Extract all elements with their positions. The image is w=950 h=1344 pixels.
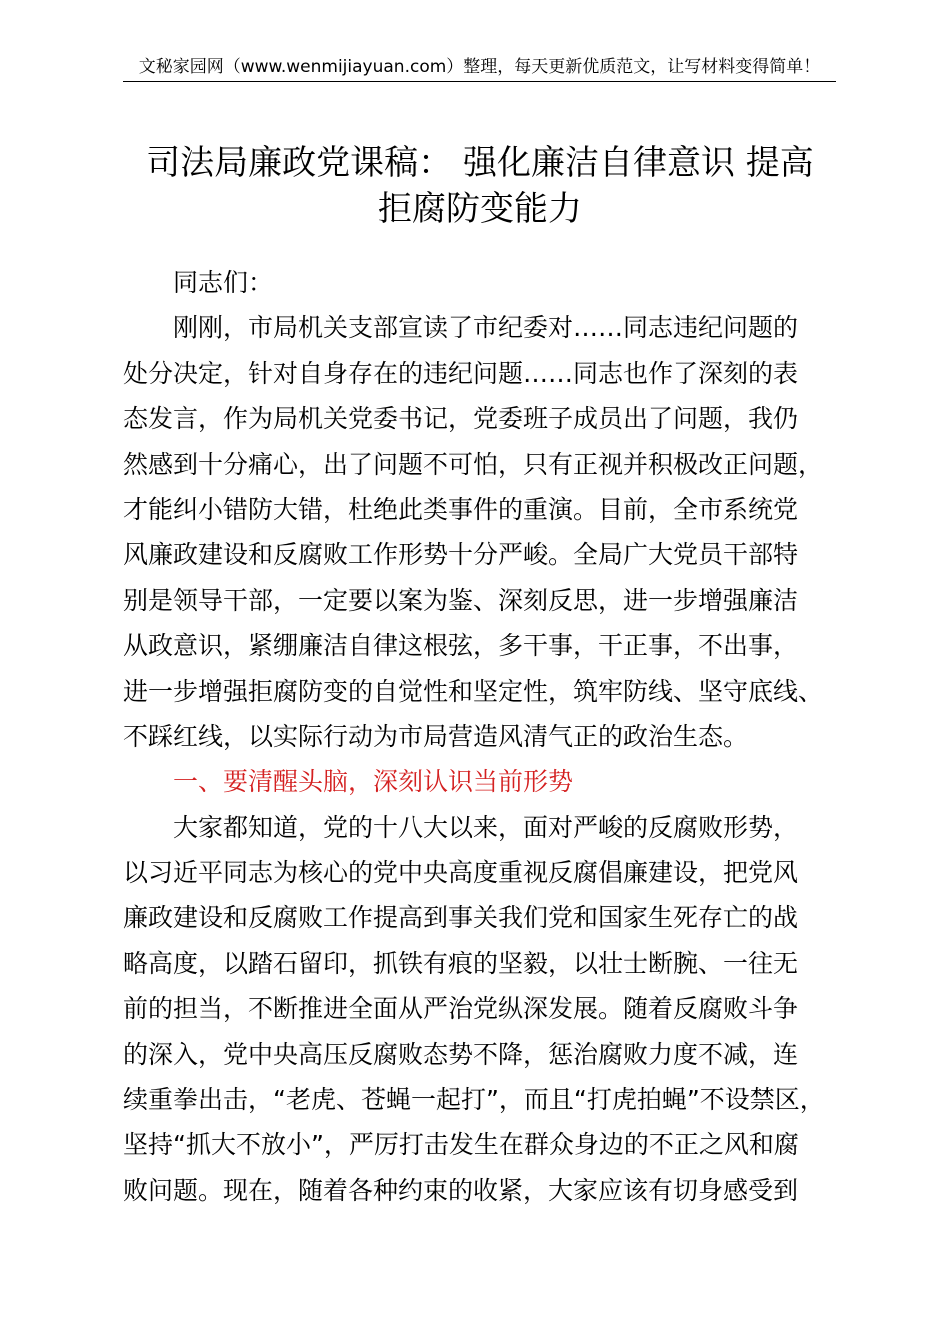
paragraph-1-line: 态发言，作为局机关党委书记，党委班子成员出了问题，我仍 xyxy=(123,404,799,434)
paragraph-1-line: 然感到十分痛心，出了问题不可怕，只有正视并积极改正问题， xyxy=(123,449,824,479)
paragraph-2-line: 以习近平同志为核心的党中央高度重视反腐倡廉建设，把党风 xyxy=(123,858,799,888)
title-line-2: 拒腐防变能力 xyxy=(378,189,582,229)
paragraph-2-line: 略高度，以踏石留印，抓铁有痕的坚毅，以壮士断腕、一往无 xyxy=(123,948,799,978)
paragraph-1-line: 别是领导干部，一定要以案为鉴、深刻反思，进一步增强廉洁 xyxy=(123,585,799,615)
paragraph-1-line: 处分决定，针对自身存在的违纪问题……同志也作了深刻的表 xyxy=(123,358,799,388)
document-title xyxy=(110,140,850,232)
paragraph-2-line: 败问题。现在，随着各种约束的收紧，大家应该有切身感受到 xyxy=(123,1175,799,1205)
paragraph-1-line: 进一步增强拒腐防变的自觉性和坚定性，筑牢防线、坚守底线、 xyxy=(123,676,824,706)
paragraph-1-line: 才能纠小错防大错，杜绝此类事件的重演。目前，全市系统党 xyxy=(123,494,799,524)
paragraph-1-line: 不踩红线，以实际行动为市局营造风清气正的政治生态。 xyxy=(123,721,749,751)
paragraph-1-line: 从政意识，紧绷廉洁自律这根弦，多干事，干正事，不出事， xyxy=(123,631,799,661)
greeting: 同志们： xyxy=(173,268,274,297)
paragraph-2-line: 廉政建设和反腐败工作提高到事关我们党和国家生死存亡的战 xyxy=(123,903,799,933)
paragraph-2-line: 的深入，党中央高压反腐败态势不降，惩治腐败力度不减，连 xyxy=(123,1039,799,1069)
paragraph-1-line: 刚刚，市局机关支部宣读了市纪委对……同志违纪问题的 xyxy=(173,313,799,343)
header-divider xyxy=(123,81,836,82)
paragraph-2-line: 坚持“抓大不放小”，严厉打击发生在群众身边的不正之风和腐 xyxy=(123,1130,799,1160)
paragraph-2-line: 前的担当，不断推进全面从严治党纵深发展。随着反腐败斗争 xyxy=(123,994,799,1024)
paragraph-2-line: 大家都知道，党的十八大以来，面对严峻的反腐败形势， xyxy=(173,812,799,842)
section-heading-1: 一、要清醒头脑，深刻认识当前形势 xyxy=(173,767,574,797)
title-line-1: 司法局廉政党课稿： 强化廉洁自律意识 提高 xyxy=(146,143,814,183)
paragraph-2-line: 续重拳出击，“老虎、苍蝇一起打”，而且“打虎拍蝇”不设禁区， xyxy=(123,1085,825,1115)
paragraph-1-line: 风廉政建设和反腐败工作形势十分严峻。全局广大党员干部特 xyxy=(123,540,799,570)
page-header: 文秘家园网（www.wenmijiayuan.com）整理，每天更新优质范文，让写材料变得简单！ xyxy=(138,57,821,77)
document-body xyxy=(123,260,836,1213)
